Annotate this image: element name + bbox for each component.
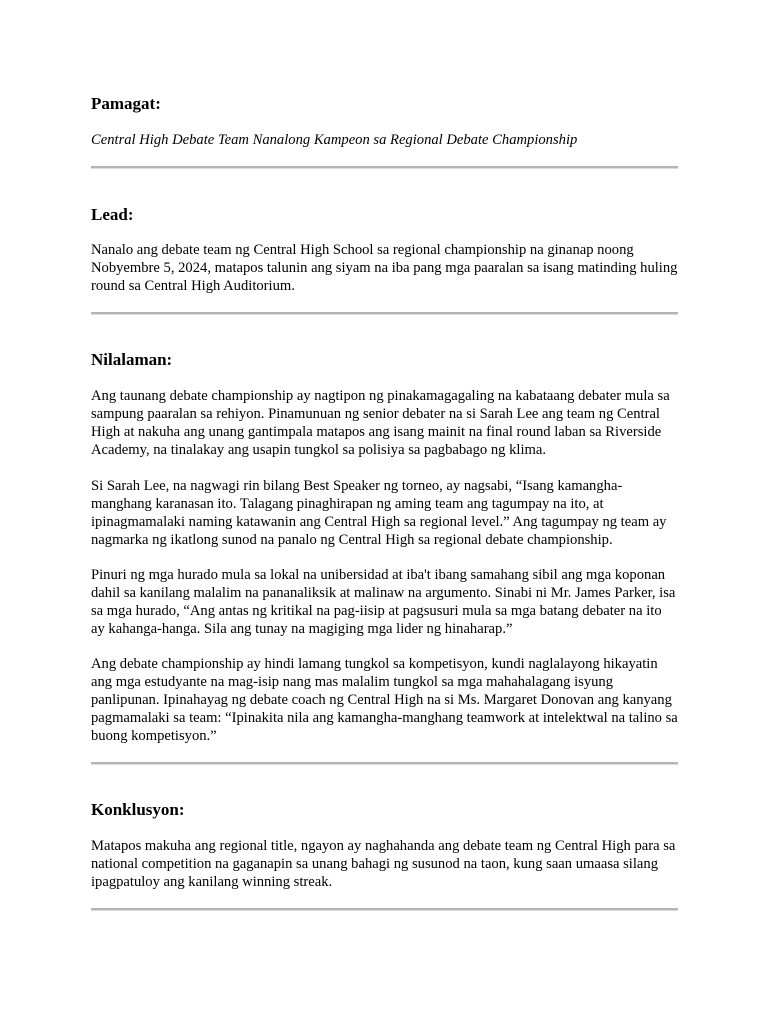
- content-paragraph-block: [91, 477, 678, 549]
- article-title: Central High Debate Team Nanalong Kampeon sa Regional Debate Championship: [91, 132, 578, 148]
- content-paragraph-block: [91, 655, 678, 745]
- title-text-block: [91, 131, 678, 149]
- content-paragraph-block: [91, 387, 678, 459]
- conclusion-text-block: [91, 837, 678, 891]
- content-paragraph: Si Sarah Lee, na nagwagi rin bilang Best Speaker ng torneo, ay nagsabi, “Isang kamangha-manghang karanasan ito. Talagang pinaghirapan ng aming team ang tagumpay na ito, at ipinagmamalaki naming katawanin ang Central High sa regional level.” Ang tagumpay ng team ay nagmarka ng ikatlong sunod na panalo ng Central High sa regional debate championship.: [91, 478, 667, 548]
- content-paragraph-block: [91, 566, 678, 638]
- divider: [91, 762, 678, 765]
- conclusion-section: [91, 800, 678, 820]
- lead-text-block: [91, 241, 678, 295]
- divider: [91, 908, 678, 911]
- divider: [91, 312, 678, 315]
- content-heading: Nilalaman:: [91, 350, 173, 369]
- title-section: [91, 94, 678, 114]
- conclusion-heading: Konklusyon:: [91, 800, 185, 819]
- content-paragraph: Pinuri ng mga hurado mula sa lokal na unibersidad at iba't ibang samahang sibil ang mga koponan dahil sa kanilang malalim na pananaliksik at malinaw na argumento. Sinabi ni Mr. James Parker, isa sa mga hurado, “Ang antas ng kritikal na pag-iisip at pagsusuri mula sa mga batang debater na ito ay kahanga-hanga. Sila ang tunay na magiging mga lider ng hinaharap.”: [91, 567, 676, 637]
- lead-heading: Lead:: [91, 205, 134, 224]
- title-heading: Pamagat:: [91, 94, 161, 113]
- lead-section: [91, 205, 678, 225]
- content-paragraph: Ang taunang debate championship ay nagtipon ng pinakamagagaling na kabataang debater mula sa sampung paaralan sa rehiyon. Pinamunuan ng senior debater na si Sarah Lee ang team ng Central High at nakuha ang unang gantimpala matapos ang isang mainit na final round laban sa Riverside Academy, na tinalakay ang usapin tungkol sa polisiya sa pagbabago ng klima.: [91, 388, 670, 458]
- content-section: [91, 350, 678, 370]
- lead-paragraph: Nanalo ang debate team ng Central High School sa regional championship na ginanap noong Nobyembre 5, 2024, matapos talunin ang siyam na iba pang mga paaralan sa isang matinding huling round sa Central High Auditorium.: [91, 242, 678, 294]
- divider: [91, 166, 678, 169]
- conclusion-paragraph: Matapos makuha ang regional title, ngayon ay naghahanda ang debate team ng Central High para sa national competition na gaganapin sa unang bahagi ng susunod na taon, kung saan umaasa silang ipagpatuloy ang kanilang winning streak.: [91, 838, 676, 890]
- content-paragraph: Ang debate championship ay hindi lamang tungkol sa kompetisyon, kundi naglalayong hikayatin ang mga estudyante na mag-isip nang mas malalim tungkol sa mga mahahalagang isyung panlipunan. Ipinahayag ng debate coach ng Central High na si Ms. Margaret Donovan ang kanyang pagmamalaki sa team: “Ipinakita nila ang kamangha-manghang teamwork at intelektwal na talino sa buong kompetisyon.”: [91, 656, 678, 744]
